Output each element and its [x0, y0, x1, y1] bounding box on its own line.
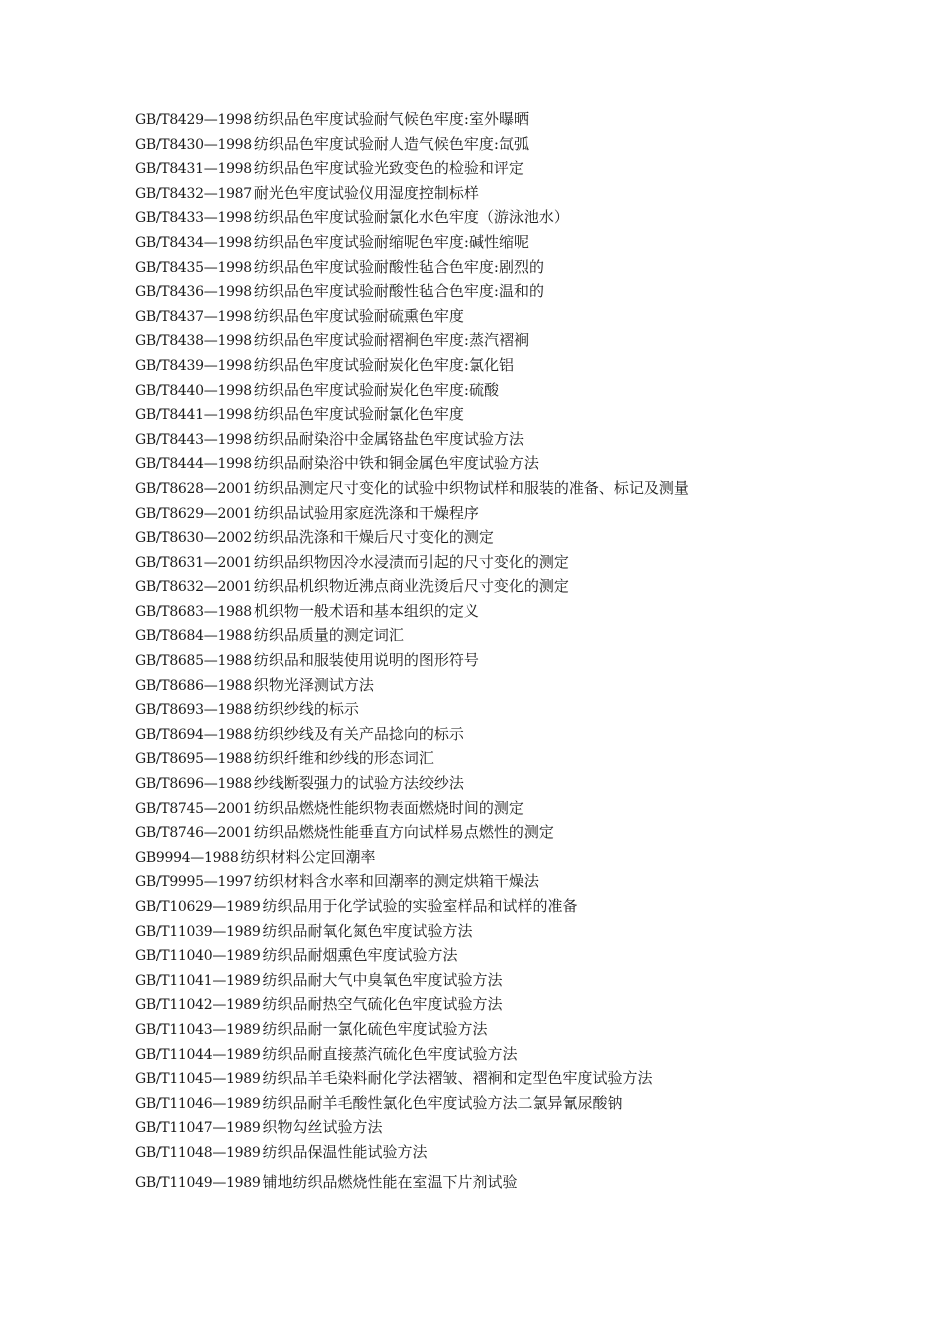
standard-entry [135, 599, 925, 624]
standard-entry [135, 328, 925, 353]
standard-code: GB/T8439—1998 [135, 357, 252, 374]
standard-code: GB/T8683—1988 [135, 603, 252, 620]
standard-entry [135, 1140, 925, 1165]
standard-code: GB/T8438—1998 [135, 333, 252, 350]
standard-title: 纺织品色牢度试验耐褶裥色牢度:蒸汽褶裥 [253, 331, 529, 350]
standard-title: 纺织品色牢度试验耐硫熏色牢度 [253, 306, 464, 325]
standard-title: 纺织品耐染浴中金属铬盐色牢度试验方法 [253, 429, 524, 448]
standard-title: 纺织品洗涤和干燥后尺寸变化的测定 [253, 528, 494, 547]
standard-entry [135, 304, 925, 329]
standard-title: 纺织品色牢度试验耐炭化色牢度:硫酸 [253, 380, 499, 399]
standard-entry [135, 1091, 925, 1116]
standard-code: GB/T8441—1998 [135, 407, 252, 424]
standard-code: GB/T8694—1988 [135, 726, 252, 743]
standard-code: GB/T8746—2001 [135, 825, 252, 842]
standard-title: 纺织品耐热空气硫化色牢度试验方法 [262, 995, 503, 1014]
standard-entry [135, 919, 925, 944]
standard-title: 纺织品色牢度试验耐炭化色牢度:氯化铝 [253, 355, 514, 374]
standard-code: GB/T8436—1998 [135, 284, 252, 301]
standard-title: 纺织品耐羊毛酸性氯化色牢度试验方法二氯异氰尿酸钠 [262, 1093, 623, 1112]
standard-entry [135, 107, 925, 132]
standard-code: GB/T8444—1998 [135, 456, 252, 473]
standard-entry [135, 353, 925, 378]
standard-entry [135, 255, 925, 280]
standard-entry [135, 796, 925, 821]
standard-entry [135, 943, 925, 968]
standard-entry [135, 402, 925, 427]
standard-code: GB/T8433—1998 [135, 210, 252, 227]
standard-code: GB/T9995—1997 [135, 874, 252, 891]
standard-entry [135, 746, 925, 771]
standard-entry [135, 771, 925, 796]
standard-entry [135, 648, 925, 673]
standard-entry [135, 501, 925, 526]
standard-code: GB/T8628—2001 [135, 480, 252, 497]
standard-title: 纺织纱线的标示 [253, 700, 359, 719]
standard-entry [135, 894, 925, 919]
standard-title: 纺织品色牢度试验耐气候色牢度:室外曝晒 [253, 110, 529, 128]
standard-title: 纺织纱线及有关产品捻向的标示 [253, 724, 464, 743]
standard-entry [135, 1066, 925, 1091]
standard-title: 纱线断裂强力的试验方法绞纱法 [253, 774, 464, 793]
standard-code: GB/T11045—1989 [135, 1071, 261, 1088]
standard-title: 纺织品测定尺寸变化的试验中织物试样和服装的准备、标记及测量 [253, 478, 689, 497]
standard-entry [135, 722, 925, 747]
standard-title: 纺织材料含水率和回潮率的测定烘箱干燥法 [253, 872, 539, 891]
standard-title: 织物勾丝试验方法 [262, 1118, 383, 1137]
standard-entry [135, 230, 925, 255]
standard-title: 纺织品羊毛染料耐化学法褶皱、褶裥和定型色牢度试验方法 [262, 1069, 653, 1088]
standard-title: 纺织品织物因冷水浸渍而引起的尺寸变化的测定 [253, 552, 569, 571]
standard-code: GB/T8745—2001 [135, 800, 252, 817]
standard-code: GB/T8432—1987 [135, 185, 252, 202]
standards-list [135, 107, 925, 1194]
standard-title: 铺地纺织品燃烧性能在室温下片剂试验 [262, 1172, 518, 1191]
standard-code: GB/T8435—1998 [135, 259, 252, 276]
standard-title: 纺织品色牢度试验耐缩呢色牢度:碱性缩呢 [253, 232, 529, 251]
standard-entry [135, 623, 925, 648]
standard-code: GB/T11049—1989 [135, 1174, 261, 1191]
standard-entry [135, 820, 925, 845]
standard-entry [135, 1115, 925, 1140]
standard-title: 纺织品用于化学试验的实验室样品和试样的准备 [262, 897, 578, 915]
standard-code: GB/T8696—1988 [135, 776, 252, 793]
standard-title: 纺织品色牢度试验耐人造气候色牢度:氙弧 [253, 134, 529, 153]
standard-entry [135, 205, 925, 230]
standard-entry [135, 673, 925, 698]
standard-entry [135, 968, 925, 993]
standard-code: GB/T11039—1989 [135, 923, 261, 940]
standard-title: 纺织品机织物近沸点商业洗烫后尺寸变化的测定 [253, 577, 569, 596]
standard-code: GB/T11044—1989 [135, 1046, 261, 1063]
standard-title: 纺织品耐一氯化硫色牢度试验方法 [262, 1019, 488, 1038]
standard-title: 纺织纤维和纱线的形态词汇 [253, 749, 434, 768]
standard-code: GB/T11048—1989 [135, 1144, 261, 1161]
standard-code: GB/T8631—2001 [135, 554, 252, 571]
standard-title: 纺织品耐氧化氮色牢度试验方法 [262, 921, 473, 940]
standard-entry [135, 132, 925, 157]
standard-entry [135, 550, 925, 575]
standard-entry [135, 181, 925, 206]
standard-code: GB/T8429—1998 [135, 112, 252, 128]
standard-title: 纺织品色牢度试验耐酸性毡合色牢度:剧烈的 [253, 257, 544, 276]
standard-entry [135, 845, 925, 870]
standard-title: 纺织品耐大气中臭氧色牢度试验方法 [262, 970, 503, 989]
standard-title: 纺织品色牢度试验耐氯化水色牢度（游泳池水） [253, 208, 569, 227]
standard-title: 耐光色牢度试验仪用湿度控制标样 [253, 183, 479, 202]
standard-title: 织物光泽测试方法 [253, 675, 374, 694]
standard-code: GB/T11041—1989 [135, 972, 261, 989]
standard-title: 纺织品耐直接蒸汽硫化色牢度试验方法 [262, 1044, 518, 1063]
standard-title: 纺织品色牢度试验光致变色的检验和评定 [253, 159, 524, 178]
standard-code: GB/T8437—1998 [135, 308, 252, 325]
standard-code: GB9994—1988 [135, 849, 239, 866]
standard-entry [135, 1170, 925, 1195]
standard-code: GB/T8440—1998 [135, 382, 252, 399]
standard-entry [135, 156, 925, 181]
standard-title: 纺织材料公定回潮率 [240, 847, 376, 866]
standard-code: GB/T11047—1989 [135, 1120, 261, 1137]
standard-code: GB/T8630—2002 [135, 530, 252, 547]
standard-code: GB/T8685—1988 [135, 653, 252, 670]
standard-code: GB/T10629—1989 [135, 899, 261, 915]
standard-code: GB/T8684—1988 [135, 628, 252, 645]
standard-code: GB/T8443—1998 [135, 431, 252, 448]
standard-code: GB/T8431—1998 [135, 161, 252, 178]
standard-code: GB/T8695—1988 [135, 751, 252, 768]
standard-entry [135, 574, 925, 599]
standard-code: GB/T11042—1989 [135, 997, 261, 1014]
standard-entry [135, 378, 925, 403]
standard-entry [135, 427, 925, 452]
standard-title: 纺织品燃烧性能垂直方向试样易点燃性的测定 [253, 823, 554, 842]
standard-entry [135, 869, 925, 894]
standard-entry [135, 525, 925, 550]
standard-entry [135, 1042, 925, 1067]
standard-entry [135, 451, 925, 476]
standard-code: GB/T8629—2001 [135, 505, 252, 522]
standard-entry [135, 1017, 925, 1042]
standard-title: 纺织品耐染浴中铁和铜金属色牢度试验方法 [253, 454, 539, 473]
standard-entry [135, 279, 925, 304]
standard-entry [135, 476, 925, 501]
standard-code: GB/T8632—2001 [135, 579, 252, 596]
standard-entry [135, 697, 925, 722]
standard-entry [135, 992, 925, 1017]
standard-code: GB/T8693—1988 [135, 702, 252, 719]
standard-title: 纺织品色牢度试验耐酸性毡合色牢度:温和的 [253, 282, 544, 301]
standard-code: GB/T8686—1988 [135, 677, 252, 694]
standard-title: 纺织品质量的测定词汇 [253, 626, 404, 645]
standard-code: GB/T11046—1989 [135, 1095, 261, 1112]
standard-code: GB/T8434—1998 [135, 234, 252, 251]
standard-code: GB/T11040—1989 [135, 948, 261, 965]
standard-title: 纺织品和服装使用说明的图形符号 [253, 651, 479, 670]
standard-code: GB/T8430—1998 [135, 136, 252, 153]
standard-title: 纺织品试验用家庭洗涤和干燥程序 [253, 503, 479, 522]
standard-title: 纺织品燃烧性能织物表面燃烧时间的测定 [253, 798, 524, 817]
standard-code: GB/T11043—1989 [135, 1021, 261, 1038]
standard-title: 纺织品色牢度试验耐氯化色牢度 [253, 405, 464, 424]
standard-title: 纺织品耐烟熏色牢度试验方法 [262, 946, 458, 965]
standard-title: 机织物一般术语和基本组织的定义 [253, 601, 479, 620]
standard-title: 纺织品保温性能试验方法 [262, 1142, 428, 1161]
